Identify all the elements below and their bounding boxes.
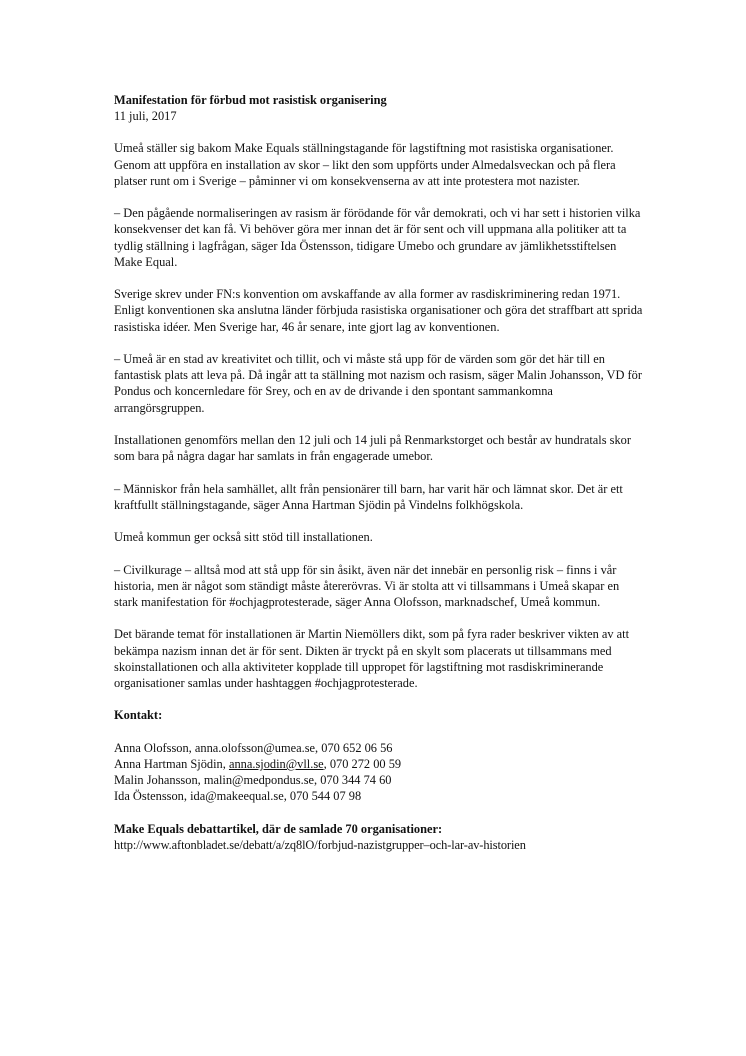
paragraph-quote-anna-hs: – Människor från hela samhället, allt från pensionärer till barn, har varit här och lämnat skor. Det är ett kraftfullt ställningstagande, säger Anna Hartman Sjödin på Vindelns folkhögskola. (114, 481, 623, 512)
contact-phone: , 070 272 00 59 (323, 756, 402, 771)
paragraph-theme: Det bärande temat för installationen är Martin Niemöllers dikt, som på fyra rader beskriver vikten av att bekämpa nazism innan det är för sent. Dikten är tryckt på en skylt som placerats ut tillsammans med skoinstallationen och alla aktiviteter kopplade till uppropet för lagstiftning mot rasdiskriminerande organisationer samlas under hashtaggen #ochjagprotesterade. (114, 627, 630, 690)
contact-email[interactable]: malin@medpondus.se (203, 773, 315, 788)
document-title: Manifestation för förbud mot rasistisk organisering (114, 93, 387, 107)
contact-phone: , 070 544 07 98 (283, 789, 362, 804)
contact-name: Anna Olofsson, (114, 740, 195, 755)
document-date: 11 juli, 2017 (114, 109, 177, 124)
paragraph-fn-convention: Sverige skrev under FN:s konvention om avskaffande av alla former av rasdiskriminering redan 1971. Enligt konventionen ska anslutna länder förbjuda rasistiska organisationer och göra det straffbart att sprida rasistiska idéer. Men Sverige har, 46 år senare, inte gjort lag av konventionen. (114, 287, 643, 334)
contact-entry (114, 740, 644, 756)
contact-entry (114, 788, 644, 804)
contact-entry (114, 772, 644, 788)
contact-name: Anna Hartman Sjödin, (114, 756, 229, 771)
contact-name: Ida Östensson, (114, 789, 191, 804)
contact-email[interactable]: anna.olofsson@umea.se (194, 740, 316, 755)
contact-phone: , 070 344 74 60 (314, 773, 392, 788)
contact-heading: Kontakt: (114, 708, 163, 723)
paragraph-quote-ida: – Den pågående normaliseringen av rasism är förödande för vår demokrati, och vi har sett i historien vilka konsekvenser det kan få. Vi behöver göra mer innan det är för sent och vill uppmana alla politiker att ta tydlig ställning i lagfrågan, säger Ida Östensson, tidigare Umebo och grundare av jämlikhetsstiftelsen Make Equal. (114, 206, 641, 269)
contact-entry (114, 756, 644, 772)
contact-phone: , 070 652 06 56 (315, 740, 393, 755)
contact-email-link[interactable]: anna.sjodin@vll.se (228, 756, 324, 771)
contact-name: Malin Johansson, (114, 773, 204, 788)
article-url-link[interactable]: http://www.aftonbladet.se/debatt/a/zq8lO/forbjud-nazistgrupper–och-lar-av-historien (114, 837, 526, 852)
paragraph-intro: Umeå ställer sig bakom Make Equals ställningstagande för lagstiftning mot rasistiska organisationer. Genom att uppföra en installation av skor – likt den som uppförts under Almedalsveckan och på flera platser runt om i Sverige – påminner vi om konsekvenserna av att inte protestera mot nazister. (114, 141, 616, 188)
paragraph-kommun-support: Umeå kommun ger också sitt stöd till installationen. (114, 530, 373, 545)
contact-list (114, 740, 644, 805)
article-heading: Make Equals debattartikel, där de samlade 70 organisationer: (114, 821, 443, 836)
contact-email[interactable]: ida@makeequal.se (190, 789, 284, 804)
paragraph-quote-anna-o: – Civilkurage – alltså mod att stå upp för sin åsikt, även när det innebär en personlig risk – finns i vår historia, men är något som ständigt måste återerövras. Vi är stolta att vi tillsammans i Umeå skapar en stark manifestation för #ochjagprotesterade, säger Anna Olofsson, marknadschef, Umeå kommun. (114, 562, 620, 609)
press-release-page (114, 92, 644, 853)
paragraph-quote-malin: – Umeå är en stad av kreativitet och tillit, och vi måste stå upp för de värden som gör det här till en fantastisk plats att leva på. Då ingår att ta ställning mot nazism och rasism, säger Malin Johansson, VD för Pondus och koncernledare för Srey, och en av de drivande i den spontant sammankomna arrangörsgruppen. (114, 352, 642, 415)
paragraph-installation: Installationen genomförs mellan den 12 juli och 14 juli på Renmarkstorget och består av hundratals skor som bara på några dagar har samlats in från engagerade umebor. (114, 433, 631, 464)
